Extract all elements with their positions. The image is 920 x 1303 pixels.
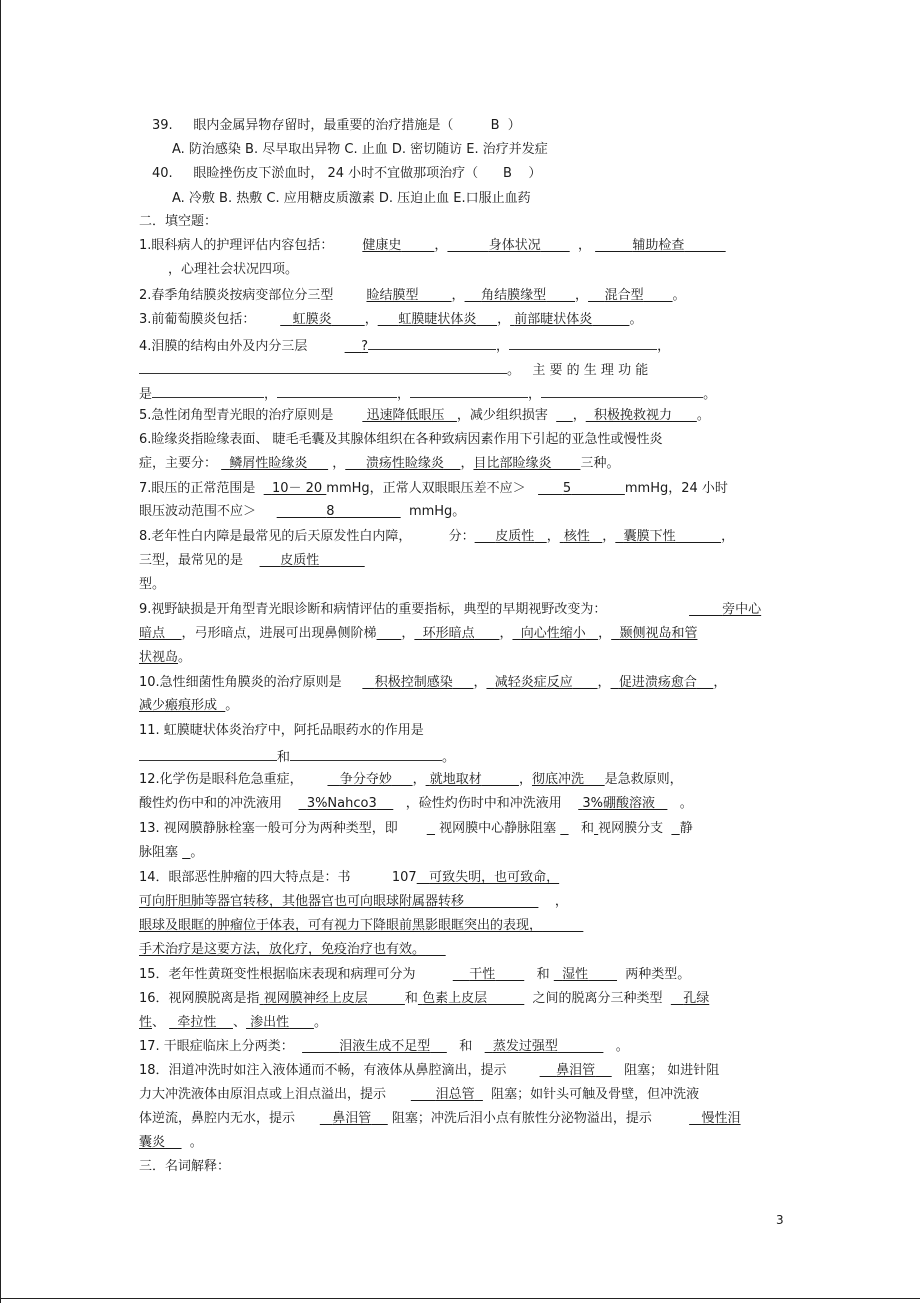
fill-9-line2: 暗点 ，弓形暗点，进展可出现鼻侧阶梯 ， 环形暗点 ， 向心性缩小 ， 颞侧视岛和管 (139, 626, 698, 641)
fill-10-line2: 减少瘢痕形成 。 (139, 698, 239, 713)
fill-14-line3: 眼球及眼眶的肿瘤位于体表，可有视力下降眼前黑影眼眶突出的表现， (139, 918, 543, 933)
fill-7-line2: 眼压波动范围不应＞ 8 mmHg。 (139, 504, 466, 519)
fill-14: 14．眼部恶性肿瘤的四大特点是：书 107 可致失明，也可致命， (139, 870, 560, 885)
fill-11-line2: 和 。 (139, 746, 455, 767)
answer: B (502, 166, 512, 181)
fill-17: 17. 干眼症临床上分两类： 泪液生成不足型 和 蒸发过强型 。 (139, 1039, 629, 1054)
fill-6: 6.睑缘炎指睑缘表面、 睫毛毛囊及其腺体组织在各种致病因素作用下引起的亚急性或慢性炎 (139, 432, 663, 447)
fill-15: 15．老年性黄斑变性根据临床表现和病理可分为 干性 和 湿性 两种类型。 (139, 967, 691, 982)
section-title: 三．名词解释： (139, 1159, 231, 1174)
fill-9-line3: 状视岛。 (139, 650, 192, 665)
fill-1-tail: ，心理社会状况四项。 (168, 262, 299, 277)
fill-12-line2: 酸性灼伤中和的冲洗液用 3%Nahco3 ，硷性灼伤时中和冲洗液用 3%硼酸溶液 。 (139, 796, 693, 811)
section-title: 二．填空题： (139, 214, 218, 229)
fill-4: 4.泪膜的结构由外及内分三层 ? ， ， (139, 335, 670, 356)
page-border-left (0, 0, 1, 1303)
fill-18-line4: 囊炎 。 (139, 1135, 203, 1150)
fill-2: 2.春季角结膜炎按病变部位分三型 睑结膜型 ， 角结膜缘型 ， 混合型 。 (139, 288, 686, 303)
question-40: 40. 眼睑挫伤皮下淤血时， 24 小时不宜做那项治疗（ B ） (152, 166, 542, 181)
fill-13-line2: 脉阻塞 。 (139, 845, 204, 860)
fill-4-line2: 。 主 要 的 生 理 功 能 (139, 359, 648, 380)
fill-11: 11. 虹膜睫状体炎治疗中，阿托品眼药水的作用是 (139, 723, 424, 738)
fill-14-line4: 手术治疗是这要方法，放化疗，免疫治疗也有效。 (139, 942, 426, 957)
fill-5: 5.急性闭角型青光眼的治疗原则是 迅速降低眼压 ，减少组织损害 ， 积极挽救视力 。 (139, 408, 710, 423)
fill-8-line2: 三型，最常见的是 皮质性 (139, 553, 320, 568)
fill-18: 18．泪道冲洗时如注入液体通而不畅，有液体从鼻腔滴出，提示 鼻泪管 阻塞； 如进针阻 (139, 1063, 720, 1078)
fill-8: 8.老年性白内障是最常见的后天原发性白内障， 分： 皮质性 ， 核性 ， 囊膜下性 ， (139, 529, 735, 544)
fill-7: 7.眼压的正常范围是 10－ 20 mmHg，正常人双眼眼压差不应＞ 5 mmHg，24 小时 (139, 481, 728, 496)
fill-8-line3: 型。 (139, 577, 166, 592)
fill-1: 1.眼科病人的护理评估内容包括： 健康史 ， 身体状况 ， 辅助检查 (139, 238, 685, 253)
fill-10: 10.急性细菌性角膜炎的治疗原则是 积极控制感染 ， 减轻炎症反应 ， 促进溃疡愈合 ， (139, 675, 727, 690)
fill-4-line3: 是 ， ， ， 。 (139, 383, 716, 404)
fill-18-line2: 力大冲洗液体由原泪点或上泪点溢出，提示 泪总管 阻塞；如针头可触及骨壁，但冲洗液 (139, 1087, 700, 1102)
fill-14-line2: 可向肝胆肺等器官转移，其他器官也可向眼球附属器转移 ， (139, 894, 568, 909)
page-border-bottom (0, 1298, 920, 1299)
question-39-options: A. 防治感染 B. 尽早取出异物 C. 止血 D. 密切随访 E. 治疗并发症 (172, 142, 548, 157)
fill-16: 16．视网膜脱离是指 视网膜神经上皮层 和 色素上皮层 之间的脱离分三种类型 孔绿 (139, 991, 710, 1006)
fill-6-line2: 症，主要分： 鳞屑性睑缘炎 ， 溃疡性睑缘炎 ，目比部睑缘炎 三种。 (139, 456, 620, 471)
question-40-options: A. 冷敷 B. 热敷 C. 应用糖皮质激素 D. 压迫止血 E.口服止血药 (172, 191, 531, 206)
fill-3: 3.前葡萄膜炎包括： 虹膜炎 ， 虹膜睫状体炎 ， 前部睫状体炎 。 (139, 312, 643, 327)
fill-16-line2: 性、 牵拉性 、 渗出性 。 (139, 1015, 327, 1030)
fill-9: 9.视野缺损是开角型青光眼诊断和病情评估的重要指标，典型的早期视野改变为： 旁中心 (139, 602, 762, 617)
page-number: 3 (776, 1213, 784, 1227)
fill-12: 12.化学伤是眼科危急重症， 争分夺妙 ， 就地取材 ，彻底冲洗 是急救原则， (139, 772, 683, 787)
question-39: 39. 眼内金属异物存留时，最重要的治疗措施是（ B ） (152, 118, 521, 133)
fill-13: 13. 视网膜静脉栓塞一般可分为两种类型，即 视网膜中心静脉阻塞 和 视网膜分支 静 (139, 821, 693, 836)
answer: B (490, 118, 500, 133)
fill-18-line3: 体逆流，鼻腔内无水，提示 鼻泪管 阻塞；冲洗后泪小点有脓性分泌物溢出，提示 慢性泪 (139, 1111, 741, 1126)
